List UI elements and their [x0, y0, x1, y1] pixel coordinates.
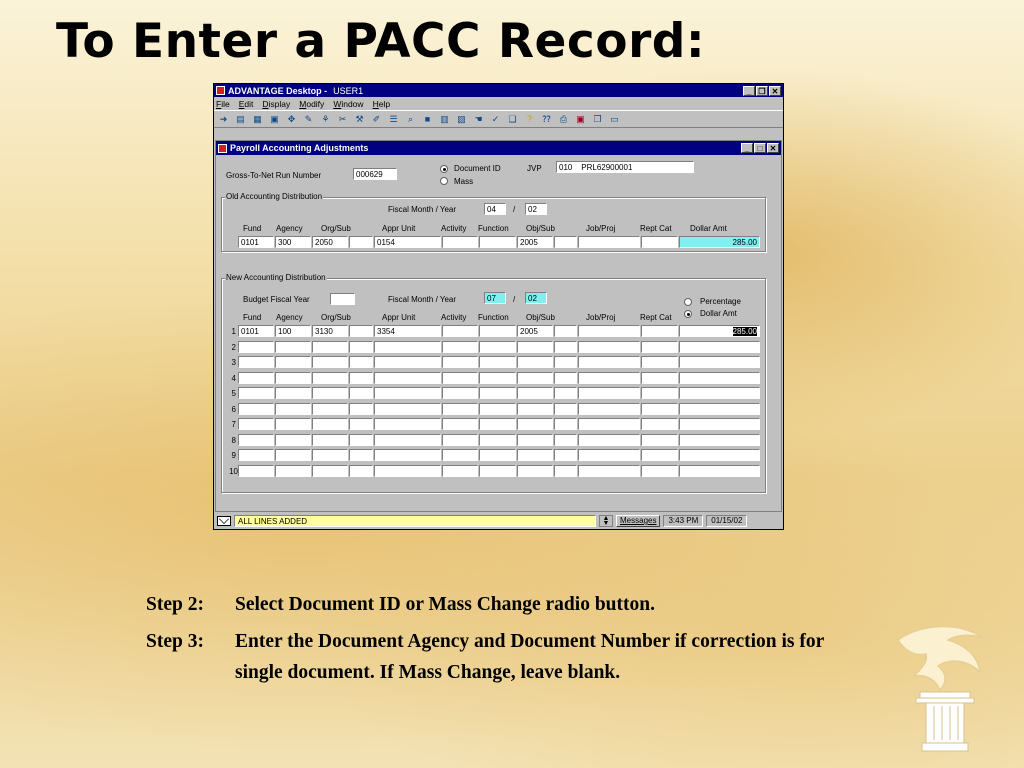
grid-cell[interactable]: [349, 465, 373, 477]
form-close-button[interactable]: ✕: [767, 143, 779, 153]
new-org-field[interactable]: 3130: [312, 325, 348, 337]
grid-cell[interactable]: [374, 465, 441, 477]
grid-cell[interactable]: [275, 449, 311, 461]
grid-cell[interactable]: [374, 341, 441, 353]
old-accounting-title: Old Accounting Distribution: [226, 192, 323, 201]
new-fiscal-year[interactable]: 02: [525, 292, 547, 304]
new-col-rept-cat: Rept Cat: [640, 313, 672, 322]
menu-window[interactable]: Window: [333, 98, 364, 109]
payroll-accounting-window: [215, 140, 782, 512]
dollar-amt-radio[interactable]: [684, 310, 692, 318]
grid-cell[interactable]: [312, 449, 348, 461]
menu-file[interactable]: File: [216, 98, 230, 109]
list-icon[interactable]: ☰: [389, 113, 398, 124]
restore-button[interactable]: ❐: [756, 86, 768, 96]
grid-cell[interactable]: [517, 418, 553, 430]
move-icon[interactable]: ✥: [287, 113, 296, 124]
old-col-rept-cat: Rept Cat: [640, 224, 672, 233]
grid-cell[interactable]: [554, 465, 577, 477]
new-obj-field[interactable]: 2005: [517, 325, 553, 337]
grid-cell[interactable]: [517, 372, 553, 384]
mass-radio[interactable]: [440, 177, 448, 185]
new-fund-field[interactable]: 0101: [238, 325, 274, 337]
grid-cell[interactable]: [238, 449, 274, 461]
old-col-activity: Activity: [441, 224, 467, 233]
new-col-job-proj: Job/Proj: [586, 313, 616, 322]
new-objsub-field[interactable]: [554, 325, 577, 337]
grid-cell[interactable]: [641, 434, 678, 446]
new-fiscal-month[interactable]: 07: [484, 292, 506, 304]
old-fiscal-label: Fiscal Month / Year: [388, 205, 457, 214]
hand-icon[interactable]: ☚: [474, 113, 483, 124]
menu-help[interactable]: Help: [372, 98, 391, 109]
run-number-field[interactable]: 000629: [353, 168, 397, 180]
new-job-field[interactable]: [578, 325, 640, 337]
form-titlebar: [216, 141, 781, 155]
old-fund-field[interactable]: 0101: [238, 236, 274, 248]
new-col-fund: Fund: [243, 313, 262, 322]
grid-cell[interactable]: [275, 434, 311, 446]
grid-cell[interactable]: [349, 434, 373, 446]
grid-cell[interactable]: [442, 403, 478, 415]
new-sub-field[interactable]: [349, 325, 373, 337]
status-bar: [215, 514, 782, 528]
forward-arrow-icon[interactable]: ➜: [219, 113, 228, 124]
copy2-icon[interactable]: ❐: [593, 113, 602, 124]
menu-bar: [214, 97, 783, 110]
grid-cell[interactable]: [679, 418, 760, 430]
percentage-radio[interactable]: [684, 298, 692, 306]
old-activity-field[interactable]: [442, 236, 478, 248]
old-fiscal-month[interactable]: 04: [484, 203, 506, 215]
old-col-org-sub: Org/Sub: [321, 224, 351, 233]
form-minimize-button[interactable]: _: [741, 143, 753, 153]
grid-cell[interactable]: [238, 356, 274, 368]
grid-cell[interactable]: [312, 418, 348, 430]
new-amount-field[interactable]: [679, 325, 760, 337]
edit-icon[interactable]: ✎: [304, 113, 313, 124]
grid-cell[interactable]: [312, 341, 348, 353]
grid-cell[interactable]: [479, 403, 516, 415]
grid-cell[interactable]: [679, 403, 760, 415]
form-title: Payroll Accounting Adjustments: [230, 143, 369, 153]
row-number: 4: [231, 374, 236, 383]
grid-cell[interactable]: [578, 372, 640, 384]
menu-display[interactable]: Display: [262, 98, 291, 109]
status-time: 3:43 PM: [663, 515, 703, 527]
grid-cell[interactable]: [442, 465, 478, 477]
scroll-spinner[interactable]: ▲ ▼: [599, 515, 613, 527]
app-icon: [216, 86, 225, 95]
old-amount-field[interactable]: 285.00: [679, 236, 760, 248]
grid-cell[interactable]: [374, 356, 441, 368]
grid-cell[interactable]: [349, 449, 373, 461]
grid-cell[interactable]: [641, 341, 678, 353]
new-activity-field[interactable]: [442, 325, 478, 337]
row-number: 9: [231, 451, 236, 460]
form-icon-small: [218, 144, 227, 153]
grid-cell[interactable]: [641, 387, 678, 399]
menu-edit[interactable]: Edit: [238, 98, 254, 109]
old-col-dollar-amt: Dollar Amt: [690, 224, 727, 233]
grid-cell[interactable]: [578, 356, 640, 368]
jvp-number: PRL62900001: [581, 163, 633, 172]
grid-cell[interactable]: [679, 434, 760, 446]
row-number: 8: [231, 436, 236, 445]
table-icon[interactable]: ▤: [236, 113, 245, 124]
grid-cell[interactable]: [554, 449, 577, 461]
grid-cell[interactable]: [679, 372, 760, 384]
new-accounting-title: New Accounting Distribution: [226, 273, 326, 282]
grid-cell[interactable]: [374, 434, 441, 446]
grid-cell[interactable]: [442, 449, 478, 461]
grid-cell[interactable]: [374, 449, 441, 461]
minimize-button[interactable]: _: [743, 86, 755, 96]
grid-cell[interactable]: [374, 387, 441, 399]
grid-cell[interactable]: [554, 403, 577, 415]
grid-cell[interactable]: [479, 465, 516, 477]
grid-cell[interactable]: [479, 449, 516, 461]
messages-button[interactable]: Messages: [616, 515, 660, 527]
jvp-label: JVP: [527, 164, 542, 173]
grid-cell[interactable]: [578, 341, 640, 353]
grid-cell[interactable]: [641, 465, 678, 477]
grid-cell[interactable]: [349, 356, 373, 368]
grid-cell[interactable]: [679, 449, 760, 461]
old-rept-field[interactable]: [641, 236, 678, 248]
grid-cell[interactable]: [374, 418, 441, 430]
old-col-appr-unit: Appr Unit: [382, 224, 416, 233]
old-fiscal-year[interactable]: 02: [525, 203, 547, 215]
document-id-radio[interactable]: [440, 165, 448, 173]
grid-cell[interactable]: [479, 356, 516, 368]
old-fiscal-slash: /: [513, 205, 516, 214]
old-sub-field[interactable]: [349, 236, 373, 248]
old-job-field[interactable]: [578, 236, 640, 248]
row-number: 2: [231, 343, 236, 352]
grid-cell[interactable]: [679, 356, 760, 368]
grid-cell[interactable]: [479, 434, 516, 446]
grid-cell[interactable]: [238, 372, 274, 384]
desktop-titlebar: [214, 84, 783, 97]
grid-cell[interactable]: [238, 465, 274, 477]
grid-cell[interactable]: [349, 341, 373, 353]
grid-cell[interactable]: [312, 434, 348, 446]
grid-cell[interactable]: [679, 465, 760, 477]
status-message: ALL LINES ADDED: [234, 515, 596, 527]
grid-cell[interactable]: [312, 465, 348, 477]
percentage-label: Percentage: [700, 297, 741, 306]
old-col-job-proj: Job/Proj: [586, 224, 616, 233]
jvp-field[interactable]: [556, 161, 694, 173]
grid-cell[interactable]: [517, 403, 553, 415]
step-item: [146, 589, 866, 620]
grid-cell[interactable]: [517, 449, 553, 461]
grid-cell[interactable]: [578, 465, 640, 477]
run-number-label: Gross-To-Net Run Number: [226, 171, 322, 180]
old-agency-field[interactable]: 300: [275, 236, 311, 248]
old-col-agency: Agency: [276, 224, 303, 233]
grid-cell[interactable]: [517, 356, 553, 368]
grid-cell[interactable]: [374, 403, 441, 415]
steps-list: [146, 589, 866, 694]
help2-icon[interactable]: ⁇: [542, 113, 551, 124]
row-number: 3: [231, 358, 236, 367]
grid-cell[interactable]: [554, 356, 577, 368]
grid-cell[interactable]: [517, 465, 553, 477]
grid-cell[interactable]: [312, 356, 348, 368]
grid-cell[interactable]: [554, 434, 577, 446]
step-item: [146, 626, 866, 688]
note-icon[interactable]: ✐: [372, 113, 381, 124]
step-number: Step 2:: [146, 594, 204, 615]
row-number: 7: [231, 420, 236, 429]
step-text: Enter the Document Agency and Document Number if correction is for single document. If Mass Change, leave blank.: [235, 631, 824, 683]
new-agency-field[interactable]: 100: [275, 325, 311, 337]
grid-cell[interactable]: [517, 434, 553, 446]
grid-cell[interactable]: [641, 372, 678, 384]
grid-cell[interactable]: [238, 434, 274, 446]
desktop-user: USER1: [333, 85, 364, 96]
old-col-fund: Fund: [243, 224, 262, 233]
grid-cell[interactable]: [578, 418, 640, 430]
grid-cell[interactable]: [442, 356, 478, 368]
grid-cell[interactable]: [442, 341, 478, 353]
grid-cell[interactable]: [554, 341, 577, 353]
grid-cell[interactable]: [442, 387, 478, 399]
toolbar: [214, 110, 783, 128]
grid-cell[interactable]: [578, 434, 640, 446]
step-number: Step 3:: [146, 631, 204, 652]
grid-cell[interactable]: [275, 372, 311, 384]
grid-cell[interactable]: [578, 387, 640, 399]
advantage-desktop-window: [213, 83, 784, 530]
dollar-amt-label: Dollar Amt: [700, 309, 737, 318]
grid-cell[interactable]: [641, 403, 678, 415]
grid-cell[interactable]: [312, 387, 348, 399]
new-col-agency: Agency: [276, 313, 303, 322]
floppy-icon[interactable]: ▣: [576, 113, 585, 124]
grid-cell[interactable]: [312, 403, 348, 415]
grid-cell[interactable]: [349, 387, 373, 399]
window-icon[interactable]: ▭: [610, 113, 619, 124]
form-maximize-button[interactable]: □: [754, 143, 766, 153]
grid-cell[interactable]: [374, 372, 441, 384]
save-icon[interactable]: ■: [424, 113, 431, 124]
old-obj-field[interactable]: 2005: [517, 236, 553, 248]
cut-icon[interactable]: ✂: [338, 113, 347, 124]
status-date: 01/15/02: [706, 515, 747, 527]
grid-cell[interactable]: [275, 356, 311, 368]
grid-cell[interactable]: [679, 387, 760, 399]
grid-cell[interactable]: [517, 387, 553, 399]
doc-icon[interactable]: ▧: [457, 113, 466, 124]
close-button[interactable]: ✕: [769, 86, 781, 96]
grid-cell[interactable]: [349, 372, 373, 384]
grid-cell[interactable]: [578, 449, 640, 461]
grid-cell[interactable]: [479, 418, 516, 430]
grid-cell[interactable]: [517, 341, 553, 353]
form-icon[interactable]: ▥: [440, 113, 449, 124]
grid-cell[interactable]: [554, 372, 577, 384]
old-function-field[interactable]: [479, 236, 516, 248]
grid-cell[interactable]: [349, 418, 373, 430]
new-fiscal-slash: /: [513, 295, 516, 304]
jvp-agency: 010: [559, 163, 573, 172]
grid-cell[interactable]: [554, 418, 577, 430]
budget-fiscal-field[interactable]: [330, 293, 355, 305]
grid-cell[interactable]: [578, 403, 640, 415]
grid-cell[interactable]: [479, 341, 516, 353]
search-icon[interactable]: ⌕: [407, 113, 414, 124]
new-col-function: Function: [478, 313, 509, 322]
row-number: 10: [229, 467, 238, 476]
grid-cell[interactable]: [641, 449, 678, 461]
new-amount-value: 285.00: [732, 327, 757, 336]
menu-modify[interactable]: Modify: [299, 98, 325, 109]
old-col-obj-sub: Obj/Sub: [526, 224, 555, 233]
new-appr-field[interactable]: 3354: [374, 325, 441, 337]
new-col-obj-sub: Obj/Sub: [526, 313, 555, 322]
grid-cell[interactable]: [275, 418, 311, 430]
grid-cell[interactable]: [641, 356, 678, 368]
document-id-label: Document ID: [454, 164, 501, 173]
grid-cell[interactable]: [479, 387, 516, 399]
print-icon[interactable]: ⎙: [559, 113, 568, 124]
copy-icon[interactable]: ❏: [508, 113, 517, 124]
row-number: 5: [231, 389, 236, 398]
grid-cell[interactable]: [641, 418, 678, 430]
eagle-column-logo-icon: [888, 620, 998, 755]
grid-cell[interactable]: [479, 372, 516, 384]
grid-cell[interactable]: [275, 387, 311, 399]
new-col-activity: Activity: [441, 313, 467, 322]
old-col-function: Function: [478, 224, 509, 233]
budget-fiscal-label: Budget Fiscal Year: [243, 295, 310, 304]
grid-cell[interactable]: [238, 403, 274, 415]
step-text: Select Document ID or Mass Change radio button.: [235, 594, 655, 615]
grid-cell[interactable]: [554, 387, 577, 399]
grid-cell[interactable]: [312, 372, 348, 384]
grid-cell[interactable]: [238, 341, 274, 353]
new-col-appr-unit: Appr Unit: [382, 313, 416, 322]
check-icon[interactable]: ✓: [491, 113, 500, 124]
mail-icon[interactable]: [217, 516, 231, 526]
grid-cell[interactable]: [275, 341, 311, 353]
tools-icon[interactable]: ⚒: [355, 113, 364, 124]
new-col-org-sub: Org/Sub: [321, 313, 351, 322]
tree-icon[interactable]: ⚘: [321, 113, 330, 124]
desktop-title: ADVANTAGE Desktop -: [228, 85, 328, 96]
slide-title: To Enter a PACC Record:: [56, 14, 706, 69]
grid-cell[interactable]: [349, 403, 373, 415]
old-org-field[interactable]: 2050: [312, 236, 348, 248]
grid-cell[interactable]: [442, 372, 478, 384]
grid-cell[interactable]: [442, 418, 478, 430]
new-fiscal-label: Fiscal Month / Year: [388, 295, 457, 304]
old-appr-field[interactable]: 0154: [374, 236, 441, 248]
grid-cell[interactable]: [442, 434, 478, 446]
row-number: 1: [231, 327, 236, 336]
grid-cell[interactable]: [275, 403, 311, 415]
new-rept-field[interactable]: [641, 325, 678, 337]
grid-cell[interactable]: [679, 341, 760, 353]
new-function-field[interactable]: [479, 325, 516, 337]
mass-label: Mass: [454, 177, 474, 186]
grid-cell[interactable]: [275, 465, 311, 477]
old-objsub-field[interactable]: [554, 236, 577, 248]
help-icon[interactable]: ?: [526, 113, 532, 124]
row-number: 6: [231, 405, 236, 414]
table2-icon[interactable]: ▦: [253, 113, 262, 124]
grid-cell[interactable]: [238, 387, 274, 399]
grid-icon[interactable]: ▣: [270, 113, 279, 124]
grid-cell[interactable]: [238, 418, 274, 430]
